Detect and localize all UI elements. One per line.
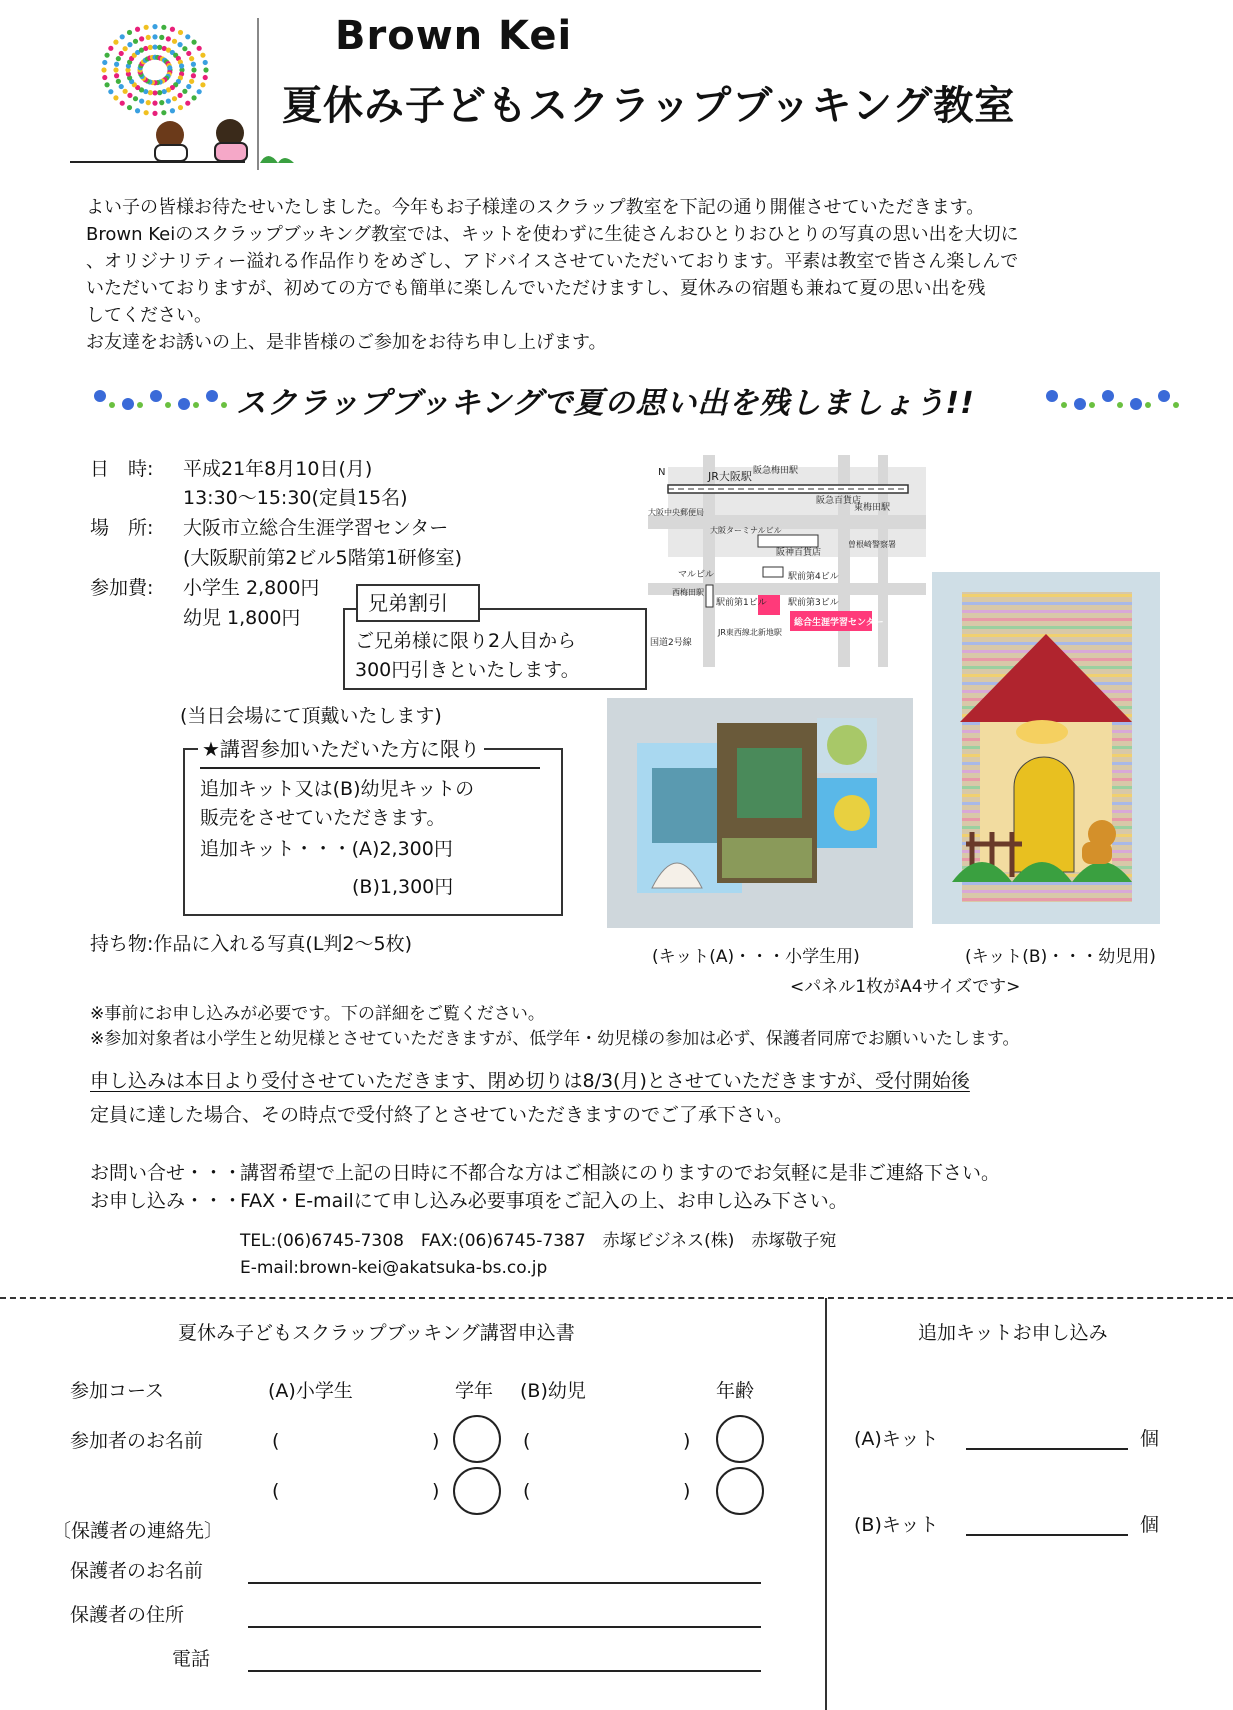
time-value: 13:30～15:30(定員15名) [183, 487, 408, 509]
flower-decoration-right [1040, 385, 1185, 415]
items-to-bring: 持ち物:作品に入れる写真(L判2～5枚) [90, 933, 412, 955]
map-label-post-office: 大阪中央郵便局 [648, 508, 704, 517]
grade-circle-2[interactable] [453, 1467, 501, 1515]
inquiry-text: 講習希望で上記の日時に不都合な方はご相談にのりますのでお気軽に是非ご連絡下さい。 [240, 1162, 1001, 1184]
note-1: ※事前にお申し込みが必要です。下の詳細をご覧ください。 [90, 1004, 545, 1024]
name-b-open-2: ( [523, 1480, 531, 1502]
map-label-ekimae-4: 駅前第4ビル [788, 572, 839, 582]
additional-kit-line-4: (B)1,300円 [352, 876, 454, 898]
inquiry-label: お問い合せ・・・ [90, 1162, 243, 1184]
flower-decoration-left [88, 385, 233, 415]
map-label-ekimae-1: 駅前第1ビル [716, 598, 767, 608]
additional-kit-line-3: 追加キット・・・(A)2,300円 [200, 838, 453, 860]
map-label-marubiru: マルビル [678, 570, 715, 580]
banner-slogan: スクラップブッキングで夏の思い出を残しましょう!! [236, 386, 975, 421]
name-a-close-2: ) [432, 1480, 440, 1502]
apply-label: お申し込み・・・ [90, 1190, 243, 1212]
fee-infant: 幼児 1,800円 [183, 607, 301, 629]
map-label-jr-osaka: JR大阪駅 [708, 470, 752, 483]
map-label-hanshin-dept: 阪神百貨店 [776, 548, 822, 558]
sibling-discount-line-1: ご兄弟様に限り2人目から [355, 630, 577, 652]
header-divider [257, 18, 259, 170]
page-title: 夏休み子どもスクラップブッキング教室 [282, 83, 1016, 129]
sibling-discount-title-box [356, 584, 480, 622]
intro-line-3: 、オリジナリティー溢れる作品作りをめざし、アドバイスさせていただいております。平素は教室で皆さん楽しんで [86, 251, 1019, 272]
additional-kit-title: ★講習参加いただいた方に限り [198, 738, 484, 760]
participant-name-label: 参加者のお名前 [70, 1430, 204, 1452]
sibling-discount-line-2: 300円引きといたします。 [355, 659, 580, 681]
map-label-higashi-umeda: 東梅田駅 [854, 503, 891, 513]
kit-b-caption: (キット(B)・・・幼児用) [965, 947, 1156, 967]
additional-kit-line-1: 追加キット又は(B)幼児キットの [200, 778, 475, 800]
intro-line-1: よい子の皆様お待たせいたしました。今年もお子様達のスクラップ教室を下記の通り開催させていただきます。 [86, 197, 985, 218]
map-label-center: 総合生涯学習センター [794, 618, 884, 628]
access-map [648, 455, 926, 667]
grade-label: 学年 [455, 1380, 494, 1402]
guardian-address-label: 保護者の住所 [70, 1604, 185, 1626]
phone-label: 電話 [172, 1648, 211, 1670]
additional-kit-line-2: 販売をさせていただきます。 [200, 807, 446, 829]
age-circle-2[interactable] [716, 1467, 764, 1515]
kit-b-photo [932, 572, 1160, 924]
date-label: 日 時: [90, 458, 154, 480]
name-a-open-2: ( [272, 1480, 280, 1502]
order-kit-b-field[interactable] [966, 1534, 1128, 1536]
name-b-close-1: ) [683, 1430, 691, 1452]
date-value: 平成21年8月10日(月) [183, 458, 373, 480]
brand-name: Brown Kei [335, 13, 573, 59]
panel-size-caption: <パネル1枚がA4サイズです> [790, 977, 1021, 997]
map-label-ekimae-3: 駅前第3ビル [788, 598, 839, 608]
age-label: 年齢 [716, 1380, 755, 1402]
deadline-line-1: 申し込みは本日より受付させていただきます、閉め切りは8/3(月)とさせていただきますが、受付開始後 [90, 1070, 970, 1092]
age-circle-1[interactable] [716, 1415, 764, 1463]
map-label-hankyu-dept: 阪急百貨店 [816, 496, 862, 506]
form-title: 夏休み子どもスクラップブッキング講習申込書 [178, 1322, 575, 1344]
fee-note: (当日会場にて頂戴いたします) [180, 705, 442, 727]
map-label-police: 曽根崎警察署 [848, 540, 896, 549]
additional-kit-title-underline [200, 767, 540, 769]
kit-a-photo [607, 698, 913, 928]
map-label-route-2: 国道2号線 [650, 638, 692, 648]
guardian-address-field[interactable] [248, 1626, 761, 1628]
fee-child: 小学生 2,800円 [183, 577, 320, 599]
course-label: 参加コース [70, 1380, 165, 1402]
map-label-kitashinchi: JR東西線北新地駅 [718, 628, 782, 637]
guardian-name-label: 保護者のお名前 [70, 1560, 204, 1582]
name-a-open-1: ( [272, 1430, 280, 1452]
map-label-nishi-umeda: 西梅田駅 [672, 588, 704, 597]
fireworks-illustration [70, 15, 250, 165]
cut-line [0, 1297, 1233, 1299]
map-label-hankyu-umeda: 阪急梅田駅 [753, 466, 799, 476]
place-value: 大阪市立総合生涯学習センター [183, 517, 449, 539]
email-address[interactable]: E-mail:brown-kei@akatsuka-bs.co.jp [240, 1258, 548, 1278]
intro-line-4: いただいておりますが、初めての方でも簡単に楽しんでいただけますし、夏休みの宿題も兼ねて夏の思い出を残 [86, 278, 986, 299]
note-2: ※参加対象者は小学生と幼児様とさせていただきますが、低学年・幼児様の参加は必ず、保護者同席でお願いいたします。 [90, 1029, 1020, 1049]
map-north-icon: N [658, 467, 666, 478]
order-kit-b-unit: 個 [1140, 1514, 1160, 1536]
map-label-terminal-bldg: 大阪ターミナルビル [710, 526, 782, 535]
guardian-section-label: 〔保護者の連絡先〕 [52, 1520, 224, 1542]
course-b-label: (B)幼児 [520, 1380, 586, 1402]
apply-text: FAX・E-mailにて申し込み必要事項をご記入の上、お申し込み下さい。 [240, 1190, 848, 1212]
phone-field[interactable] [248, 1670, 761, 1672]
fee-label: 参加費: [90, 577, 154, 599]
intro-line-2: Brown Keiのスクラップブッキング教室では、キットを使わずに生徒さんおひとりおひとりの写真の思い出を大切に [86, 224, 1019, 245]
name-b-open-1: ( [523, 1430, 531, 1452]
order-kit-a-unit: 個 [1140, 1428, 1160, 1450]
sibling-discount-title: 兄弟割引 [368, 591, 448, 615]
intro-line-6: お友達をお誘いの上、是非皆様のご参加をお待ち申し上げます。 [86, 332, 607, 353]
order-title: 追加キットお申し込み [918, 1322, 1108, 1344]
order-kit-a-field[interactable] [966, 1448, 1128, 1450]
guardian-name-field[interactable] [248, 1582, 761, 1584]
name-b-close-2: ) [683, 1480, 691, 1502]
grade-circle-1[interactable] [453, 1415, 501, 1463]
place-value-2: (大阪駅前第2ビル5階第1研修室) [183, 547, 463, 569]
order-kit-b-label: (B)キット [854, 1514, 939, 1536]
place-label: 場 所: [90, 517, 154, 539]
order-kit-a-label: (A)キット [854, 1428, 939, 1450]
deadline-line-2: 定員に達した場合、その時点で受付終了とさせていただきますのでご了承下さい。 [90, 1104, 794, 1126]
kit-a-caption: (キット(A)・・・小学生用) [652, 947, 860, 967]
tel-fax: TEL:(06)6745-7308 FAX:(06)6745-7387 赤塚ビジネス(株) 赤塚敬子宛 [240, 1231, 837, 1251]
intro-line-5: してください。 [86, 305, 212, 326]
form-divider [825, 1298, 827, 1710]
name-a-close-1: ) [432, 1430, 440, 1452]
course-a-label: (A)小学生 [268, 1380, 353, 1402]
